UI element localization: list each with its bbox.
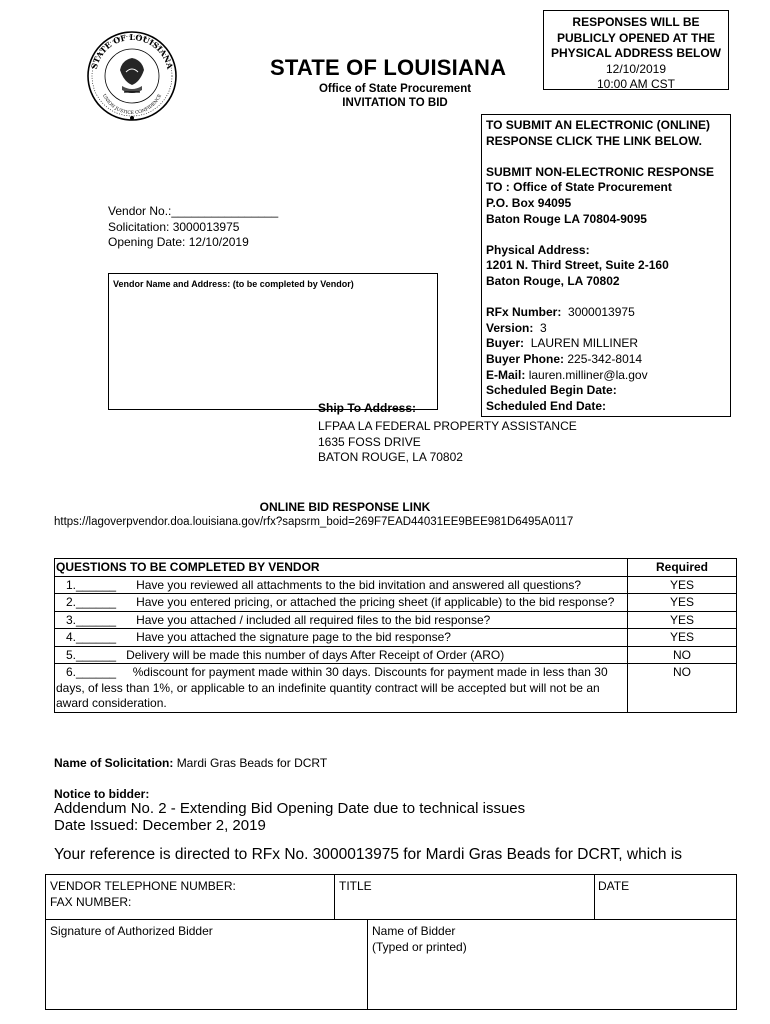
- rfx-number: 3000013975: [568, 305, 635, 320]
- question-blank[interactable]: 4.______: [66, 630, 117, 644]
- question-blank[interactable]: 2.______: [66, 595, 117, 609]
- solicitation-number: Solicitation: 3000013975: [108, 219, 240, 234]
- vendor-name-address-label: Vendor Name and Address: (to be completed by Vendor): [113, 279, 354, 289]
- public-opening-time: 10:00 AM CST: [596, 77, 676, 91]
- table-row: [55, 664, 737, 713]
- signature-label: Signature of Authorized Bidder: [50, 924, 213, 938]
- office-name: Office of State Procurement: [318, 83, 472, 95]
- nonelectronic-line2: TO : Office of State Procurement: [486, 180, 672, 195]
- rfx-version-row: Version: 3: [486, 320, 547, 335]
- ship-to-address: [318, 419, 577, 466]
- question-text: Have you reviewed all attachments to the bid invitation and answered all questions?: [136, 577, 582, 592]
- bidder-name-sublabel: (Typed or printed): [372, 939, 467, 954]
- fax-number-label: FAX NUMBER:: [50, 894, 132, 909]
- solicitation-name: [54, 756, 327, 770]
- notice-label: Notice to bidder:: [54, 787, 150, 801]
- solicitation-name-value: Mardi Gras Beads for DCRT: [176, 756, 328, 770]
- physical-address-line2: Baton Rouge, LA 70802: [486, 273, 620, 288]
- table-row: [55, 611, 737, 629]
- date-field[interactable]: [598, 879, 629, 895]
- ship-to-label: Ship To Address:: [318, 401, 417, 415]
- office-heading: [270, 82, 520, 110]
- question-text: Delivery will be made this number of days After Receipt of Order (ARO): [126, 647, 505, 662]
- signature-field[interactable]: [50, 924, 213, 940]
- required-value: YES: [628, 611, 737, 629]
- vendor-phone-label: VENDOR TELEPHONE NUMBER:: [50, 879, 236, 893]
- required-value: NO: [628, 664, 737, 713]
- electronic-line2: RESPONSE CLICK THE LINK BELOW.: [486, 133, 703, 148]
- public-opening-line2: PUBLICLY OPENED AT THE: [556, 30, 716, 45]
- opening-date: Opening Date: 12/10/2019: [108, 235, 249, 249]
- required-header: Required: [628, 559, 737, 577]
- table-row: [55, 576, 737, 594]
- solicitation-name-label: Name of Solicitation:: [54, 756, 174, 770]
- vendor-phone-field[interactable]: [50, 879, 236, 910]
- ship-to-line2: 1635 FOSS DRIVE: [318, 434, 421, 449]
- physical-address-label: Physical Address:: [486, 242, 590, 257]
- required-value: YES: [628, 629, 737, 647]
- table-header-row: [55, 559, 737, 577]
- seal-lettering: STATE OF LOUISIANA: [88, 31, 176, 71]
- public-opening-date: 12/10/2019: [605, 61, 667, 76]
- public-opening-box: [543, 10, 729, 90]
- addendum-line: Addendum No. 2 - Extending Bid Opening Date due to technical issues: [54, 800, 526, 817]
- required-value: YES: [628, 594, 737, 612]
- required-value: NO: [628, 646, 737, 664]
- question-blank[interactable]: 6.______: [66, 665, 117, 679]
- rfx-number-row: RFx Number: 3000013975: [486, 305, 635, 320]
- submission-info-box: [481, 114, 731, 417]
- buyer-row: Buyer: LAUREN MILLINER: [486, 336, 639, 351]
- seal-motto: UNION JUSTICE CONFIDENCE: [100, 93, 164, 117]
- online-link-label: ONLINE BID RESPONSE LINK: [259, 500, 431, 514]
- scheduled-end-date: Scheduled End Date:: [486, 398, 607, 413]
- buyer-name: LAUREN MILLINER: [530, 336, 639, 351]
- online-bid-link[interactable]: https://lagoverpvendor.doa.louisiana.gov/rfx?sapsrm_boid=269F7EAD44031EE9BEE981D6495A0117: [54, 516, 574, 528]
- ship-to-line3: BATON ROUGE, LA 70802: [318, 450, 463, 464]
- electronic-line1: TO SUBMIT AN ELECTRONIC (ONLINE): [486, 118, 710, 132]
- bidder-name-label: Name of Bidder: [372, 924, 456, 938]
- nonelectronic-line1: SUBMIT NON-ELECTRONIC RESPONSE: [486, 164, 715, 179]
- question-blank[interactable]: 3.______: [66, 612, 117, 627]
- buyer-phone-row: Buyer Phone: 225-342-8014: [486, 351, 643, 366]
- buyer-email-row: E-Mail: lauren.milliner@la.gov: [486, 367, 648, 382]
- table-row: [55, 629, 737, 647]
- vendor-name-address-box[interactable]: [108, 273, 438, 410]
- table-row: [55, 646, 737, 664]
- page-title: STATE OF LOUISIANA: [270, 55, 507, 80]
- louisiana-seal-logo: [82, 30, 182, 122]
- document-type: INVITATION TO BID: [342, 97, 448, 109]
- question-text: Have you entered pricing, or attached the pricing sheet (if applicable) to the bid response?: [136, 595, 615, 609]
- signature-block: [45, 874, 737, 1010]
- scheduled-begin-date: Scheduled Begin Date:: [486, 383, 617, 398]
- bidder-name-field[interactable]: [372, 924, 467, 955]
- vendor-number: Vendor No.:________________: [108, 204, 279, 218]
- public-opening-line1: RESPONSES WILL BE: [572, 15, 700, 29]
- title-label: TITLE: [339, 879, 372, 893]
- buyer-phone: 225-342-8014: [567, 351, 643, 366]
- question-text: Have you attached / included all required files to the bid response?: [136, 612, 491, 627]
- po-box: P.O. Box 94095: [486, 195, 572, 210]
- title-field[interactable]: [339, 879, 372, 895]
- physical-address-line1: 1201 N. Third Street, Suite 2-160: [486, 258, 669, 273]
- date-issued: Date Issued: December 2, 2019: [54, 817, 266, 834]
- rfx-version: 3: [540, 320, 547, 335]
- table-row: [55, 594, 737, 612]
- public-opening-line3: PHYSICAL ADDRESS BELOW: [550, 46, 721, 60]
- date-label: DATE: [598, 879, 630, 893]
- vendor-info: [108, 204, 278, 251]
- addendum-notice: [54, 800, 525, 834]
- required-value: YES: [628, 576, 737, 594]
- question-blank[interactable]: 1.______: [66, 577, 117, 592]
- question-blank[interactable]: 5.______: [66, 647, 117, 662]
- questions-header: QUESTIONS TO BE COMPLETED BY VENDOR: [55, 559, 628, 577]
- vendor-questions-table: [54, 558, 737, 713]
- po-city: Baton Rouge LA 70804-9095: [486, 211, 647, 226]
- question-text: Have you attached the signature page to the bid response?: [136, 630, 451, 644]
- question-text: %discount for payment made within 30 days. Discounts for payment made in less than 30 days, of less than 1%, or applicable to an indefinite quantity contract will be accepted but will not be an award consideration.: [56, 665, 608, 710]
- buyer-email: lauren.milliner@la.gov: [528, 367, 648, 382]
- reference-text: Your reference is directed to RFx No. 3000013975 for Mardi Gras Beads for DCRT, which is: [54, 846, 683, 863]
- ship-to-line1: LFPAA LA FEDERAL PROPERTY ASSISTANCE: [318, 419, 577, 433]
